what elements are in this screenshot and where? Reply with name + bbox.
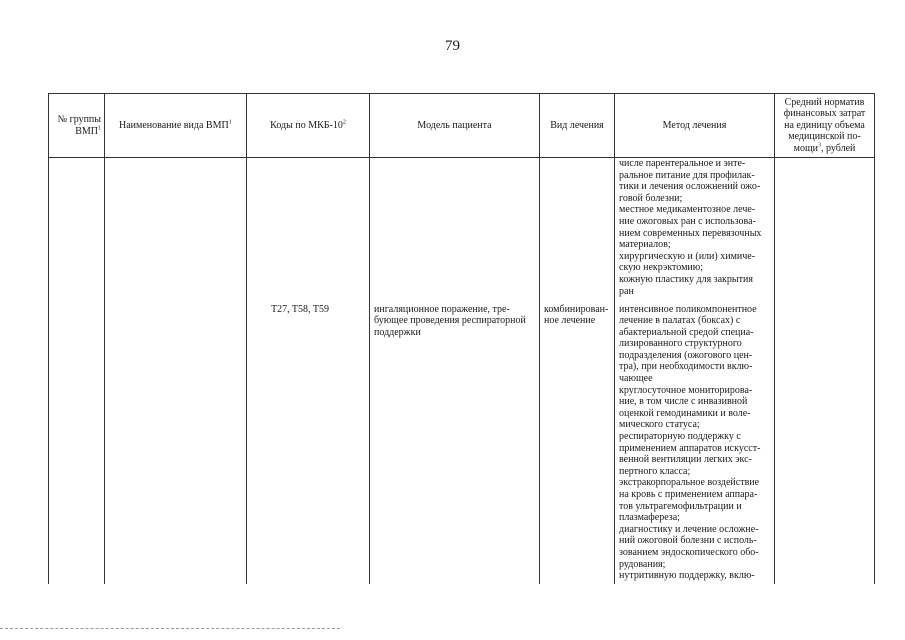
vmp-table xyxy=(48,93,875,584)
cell-vmp-name xyxy=(105,304,247,584)
cell-vmp-name xyxy=(105,158,247,304)
scan-artifact-line xyxy=(0,628,340,629)
header-patient-model: Модель пациента xyxy=(370,94,540,158)
cell-cost-standard xyxy=(775,304,875,584)
header-treatment-type: Вид лечения xyxy=(540,94,615,158)
cell-patient-model xyxy=(370,158,540,304)
table-row xyxy=(49,304,875,584)
header-icd-codes: Коды по МКБ-$10^2$ xyxy=(247,94,370,158)
cell-cost-standard xyxy=(775,158,875,304)
header-treatment-method: Метод лечения xyxy=(615,94,775,158)
table-header-row xyxy=(49,94,875,158)
cell-icd-codes: T27, T58, T59 xyxy=(247,304,370,584)
cell-treatment-method: числе парентеральное и энте- ральное питание для профилак- тики и лечения осложнений ожо- говой болезни; местное медикаментозное лече- ние ожоговых ран с использова- нием современных перевязочных материалов; хирургическую и (или) химиче- скую некрэктомию; кожную пластику для закрытия ран xyxy=(615,158,775,304)
header-vmp-name: Наименование вида ВМП$^1$ xyxy=(105,94,247,158)
page-number: 79 xyxy=(445,38,460,54)
cell-treatment-type xyxy=(540,158,615,304)
cell-group-number xyxy=(49,158,105,304)
cell-icd-codes xyxy=(247,158,370,304)
cell-patient-model: ингаляционное поражение, тре- бующее проведения респираторной поддержки xyxy=(370,304,540,584)
cell-treatment-type: комбинирован- ное лечение xyxy=(540,304,615,584)
table-row xyxy=(49,158,875,304)
cell-treatment-method: интенсивное поликомпонентное лечение в палатах (боксах) с абактериальной средой специа- лизированного структурного подразделения (ожогового цен- тра), при необходимости вклю- чающее круглосуточное мониторирова- ние, в том числе с инвазивной оценкой гемодинамики и воле- мического статуса; респираторную поддержку с применением аппаратов искусст- венной вентиляции легких экс- пертного класса; экстракорпоральное воздействие на кровь с применением аппара- тов ультрагемофильтрации и плазмафереза; диагностику и лечение осложне- ний ожоговой болезни с исполь- зованием эндоскопического обо- рудования; нутритивную поддержку, вклю- xyxy=(615,304,775,584)
header-cost-standard: Средний норматив финансовых затрат на единицу объема медицинской по-мощи$^3$, рублей xyxy=(775,94,875,158)
cell-group-number xyxy=(49,304,105,584)
header-group-number: № группы ВМП$^1$ xyxy=(49,94,105,158)
